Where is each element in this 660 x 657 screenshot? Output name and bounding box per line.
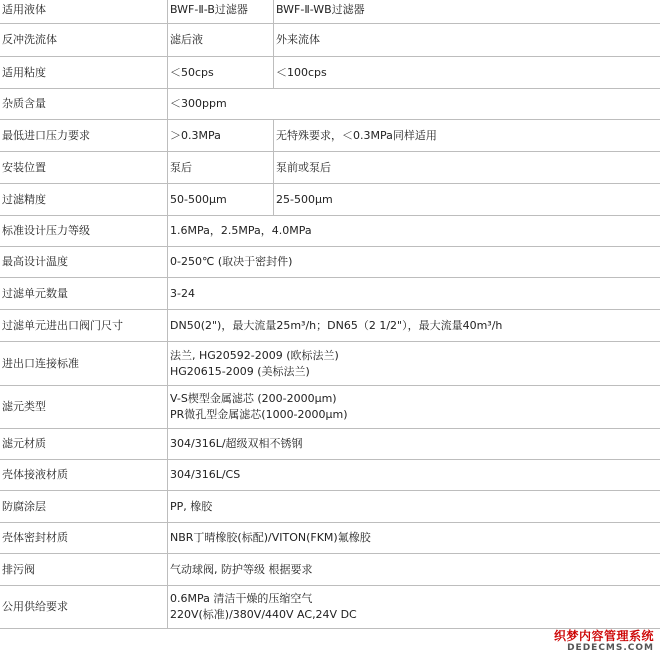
- cell: ＜100cps: [274, 57, 660, 89]
- watermark: [554, 629, 654, 654]
- cell: BWF-Ⅱ-B过滤器: [168, 0, 274, 24]
- cell: 304/316L/CS: [168, 460, 660, 491]
- cell: 泵前或泵后: [274, 152, 660, 184]
- table-row: [0, 0, 660, 24]
- cell-line: HG20615-2009 (美标法兰): [170, 364, 310, 378]
- table-row: [0, 152, 660, 184]
- watermark-domain: DEDECMS.COM: [567, 643, 654, 653]
- row-label: 标准设计压力等级: [0, 216, 168, 247]
- cell: 气动球阀, 防护等级 根据要求: [168, 554, 660, 586]
- cell: ＜300ppm: [168, 89, 660, 120]
- cell: [168, 386, 660, 429]
- row-label: 壳体接液材质: [0, 460, 168, 491]
- table-row: [0, 586, 660, 629]
- cell: 25-500μm: [274, 184, 660, 216]
- row-label: 防腐涂层: [0, 491, 168, 523]
- cell: 泵后: [168, 152, 274, 184]
- table-row: [0, 386, 660, 429]
- cell: 3-24: [168, 278, 660, 310]
- row-label: 滤元材质: [0, 429, 168, 460]
- table-row: [0, 184, 660, 216]
- row-label: 安装位置: [0, 152, 168, 184]
- cell: ＞0.3MPa: [168, 120, 274, 152]
- table-row: [0, 247, 660, 278]
- cell: 50-500μm: [168, 184, 274, 216]
- cell: PP, 橡胶: [168, 491, 660, 523]
- row-label: 公用供给要求: [0, 586, 168, 629]
- row-label: 最低进口压力要求: [0, 120, 168, 152]
- table-row: [0, 278, 660, 310]
- table-row: [0, 523, 660, 554]
- row-label: 适用液体: [0, 0, 168, 24]
- row-label: 滤元类型: [0, 386, 168, 429]
- cell-line: 0.6MPa 清洁干燥的压缩空气: [170, 592, 313, 605]
- table-row: [0, 429, 660, 460]
- table-row: [0, 57, 660, 89]
- cell: BWF-Ⅱ-WB过滤器: [274, 0, 660, 24]
- cell: 外来流体: [274, 24, 660, 57]
- table-row: [0, 554, 660, 586]
- cell: NBR丁晴橡胶(标配)/VITON(FKM)氟橡胶: [168, 523, 660, 554]
- row-label: 过滤单元数量: [0, 278, 168, 310]
- cell-line: 220V(标准)/380V/440V AC,24V DC: [170, 608, 357, 621]
- row-label: 壳体密封材质: [0, 523, 168, 554]
- row-label: 适用粘度: [0, 57, 168, 89]
- table-row: [0, 491, 660, 523]
- row-label: 反冲洗流体: [0, 24, 168, 57]
- table-row: [0, 310, 660, 342]
- row-label: 杂质含量: [0, 89, 168, 120]
- cell: 304/316L/超级双相不锈钢: [168, 429, 660, 460]
- table-row: [0, 120, 660, 152]
- cell: ＜50cps: [168, 57, 274, 89]
- cell: 无特殊要求，＜0.3MPa同样适用: [274, 120, 660, 152]
- row-label: 过滤单元进出口阀门尺寸: [0, 310, 168, 342]
- table-row: [0, 24, 660, 57]
- watermark-title: 织梦内容管理系统: [553, 629, 654, 643]
- cell: DN50(2")，最大流量25m³/h；DN65（2 1/2"），最大流量40m³/h: [168, 310, 660, 342]
- cell: [168, 342, 660, 386]
- table-row: [0, 460, 660, 491]
- row-label: 过滤精度: [0, 184, 168, 216]
- cell: 0-250℃ (取决于密封件): [168, 247, 660, 278]
- cell-line: V-S楔型金属滤芯 (200-2000μm): [170, 392, 337, 405]
- cell-line: 法兰, HG20592-2009 (欧标法兰): [170, 348, 339, 362]
- table-row: [0, 342, 660, 386]
- table-row: [0, 216, 660, 247]
- row-label: 排污阀: [0, 554, 168, 586]
- table-row: [0, 89, 660, 120]
- cell-line: PR微孔型金属滤芯(1000-2000μm): [170, 408, 348, 421]
- cell: 滤后液: [168, 24, 274, 57]
- cell: [168, 586, 660, 629]
- cell: 1.6MPa，2.5MPa，4.0MPa: [168, 216, 660, 247]
- row-label: 进出口连接标准: [0, 342, 168, 386]
- row-label: 最高设计温度: [0, 247, 168, 278]
